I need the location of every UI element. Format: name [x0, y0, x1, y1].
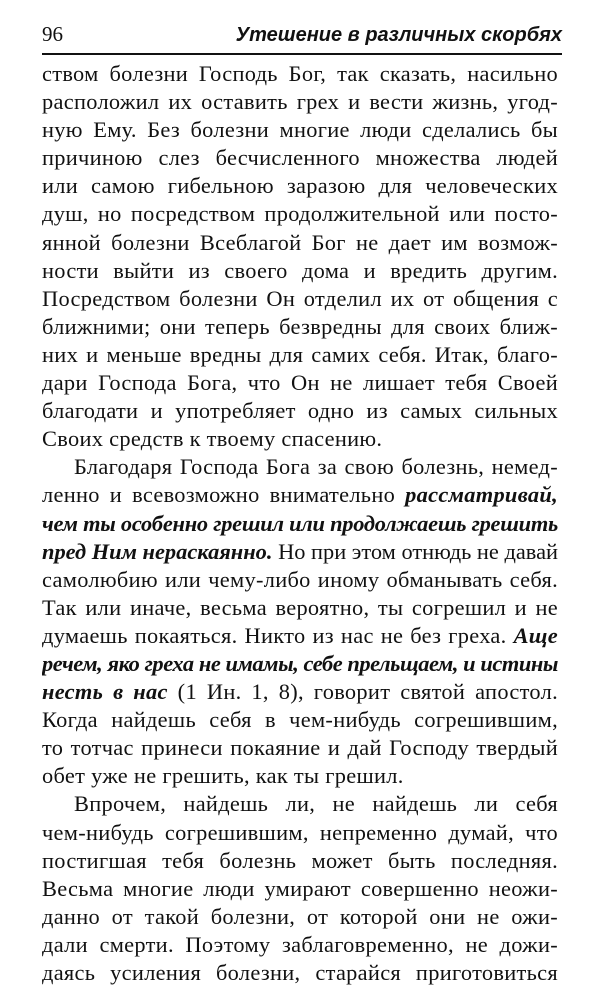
- text-line: даясь усиления болезни, старайся приготовиться: [42, 960, 558, 985]
- body-text: [42, 60, 558, 987]
- text-line: постигшая тебя болезнь может быть последняя.: [42, 847, 558, 873]
- text-line: расположил их оставить грех и вести жизнь, угод-: [42, 89, 558, 115]
- text-line: чем-нибудь согрешившим, непременно думай, что: [42, 819, 558, 845]
- text-line: янной болезни Всеблагой Бог не дает им возмож-: [42, 229, 558, 255]
- text-line: ближними; они теперь безвредны для своих ближ-: [42, 313, 558, 339]
- text-line: Так или иначе, весьма вероятно, ты согрешил и не: [42, 594, 558, 620]
- text-line: дали смерти. Поэтому заблаговременно, не дожи-: [42, 931, 558, 957]
- text-line: причиною слез бесчисленного множества людей: [42, 145, 558, 171]
- text-run: Но при этом отнюдь не давай: [272, 538, 558, 564]
- text-line: самолюбию или чему-либо иному обманывать себя.: [42, 566, 558, 592]
- text-line: чем ты особенно грешил или продолжаешь грешить: [42, 510, 558, 536]
- emphasis-run: рассматривай,: [405, 482, 558, 508]
- text-line: ством болезни Господь Бог, так сказать, насильно: [42, 61, 558, 86]
- header-rule: [42, 53, 562, 55]
- emphasis-run: Аще: [513, 622, 558, 648]
- running-title: Утешение в различных скорбях: [235, 24, 562, 46]
- text-run: (1 Ин. 1, 8), говорит святой апостол.: [167, 679, 558, 705]
- text-line: [42, 622, 558, 650]
- emphasis-run: несть в нас: [42, 679, 168, 705]
- emphasis-run: пред Ним нераскаянно.: [42, 538, 273, 564]
- text-line: [42, 678, 558, 706]
- text-line: ности выйти из своего дома и вредить другим.: [42, 257, 558, 283]
- text-line: Весьма многие люди умирают совершенно неожи-: [42, 875, 558, 901]
- text-line: Впрочем, найдешь ли, не найдешь ли себя: [74, 791, 558, 817]
- text-line: Своих средств к твоему спасению.: [42, 426, 383, 452]
- text-line: Посредством болезни Он отделил их от общения с: [42, 285, 558, 311]
- text-line: [42, 538, 558, 566]
- text-line: Благодаря Господа Бога за свою болезнь, немед-: [74, 454, 558, 480]
- running-header: [42, 22, 562, 48]
- text-line: ную Ему. Без болезни многие люди сделались бы: [42, 117, 558, 143]
- text-line: душ, но посредством продолжительной или посто-: [42, 201, 558, 227]
- text-line: дари Господа Бога, что Он не лишает тебя Своей: [42, 370, 558, 396]
- text-line: [42, 481, 558, 509]
- text-line: обет уже не грешить, как ты грешил.: [42, 763, 404, 789]
- text-line: данно от такой болезни, от которой они не ожи-: [42, 903, 558, 929]
- text-line: Когда найдешь себя в чем-нибудь согрешившим,: [42, 707, 558, 733]
- text-run: ленно и всевозможно внимательно: [42, 482, 406, 508]
- text-line: то тотчас принеси покаяние и дай Господу твердый: [42, 735, 558, 761]
- text-line: речем, яко греха не имамы, себе прельщаем, и истины: [42, 650, 558, 676]
- text-line: или самою гибельною заразою для человеческих: [42, 173, 558, 199]
- page-number: 96: [42, 22, 63, 46]
- text-line: благодати и употребляет одно из самых сильных: [42, 398, 558, 424]
- text-run: думаешь покаяться. Никто из нас не без греха.: [42, 622, 514, 648]
- text-line: них и меньше вредны для самих себя. Итак, благо-: [42, 341, 558, 367]
